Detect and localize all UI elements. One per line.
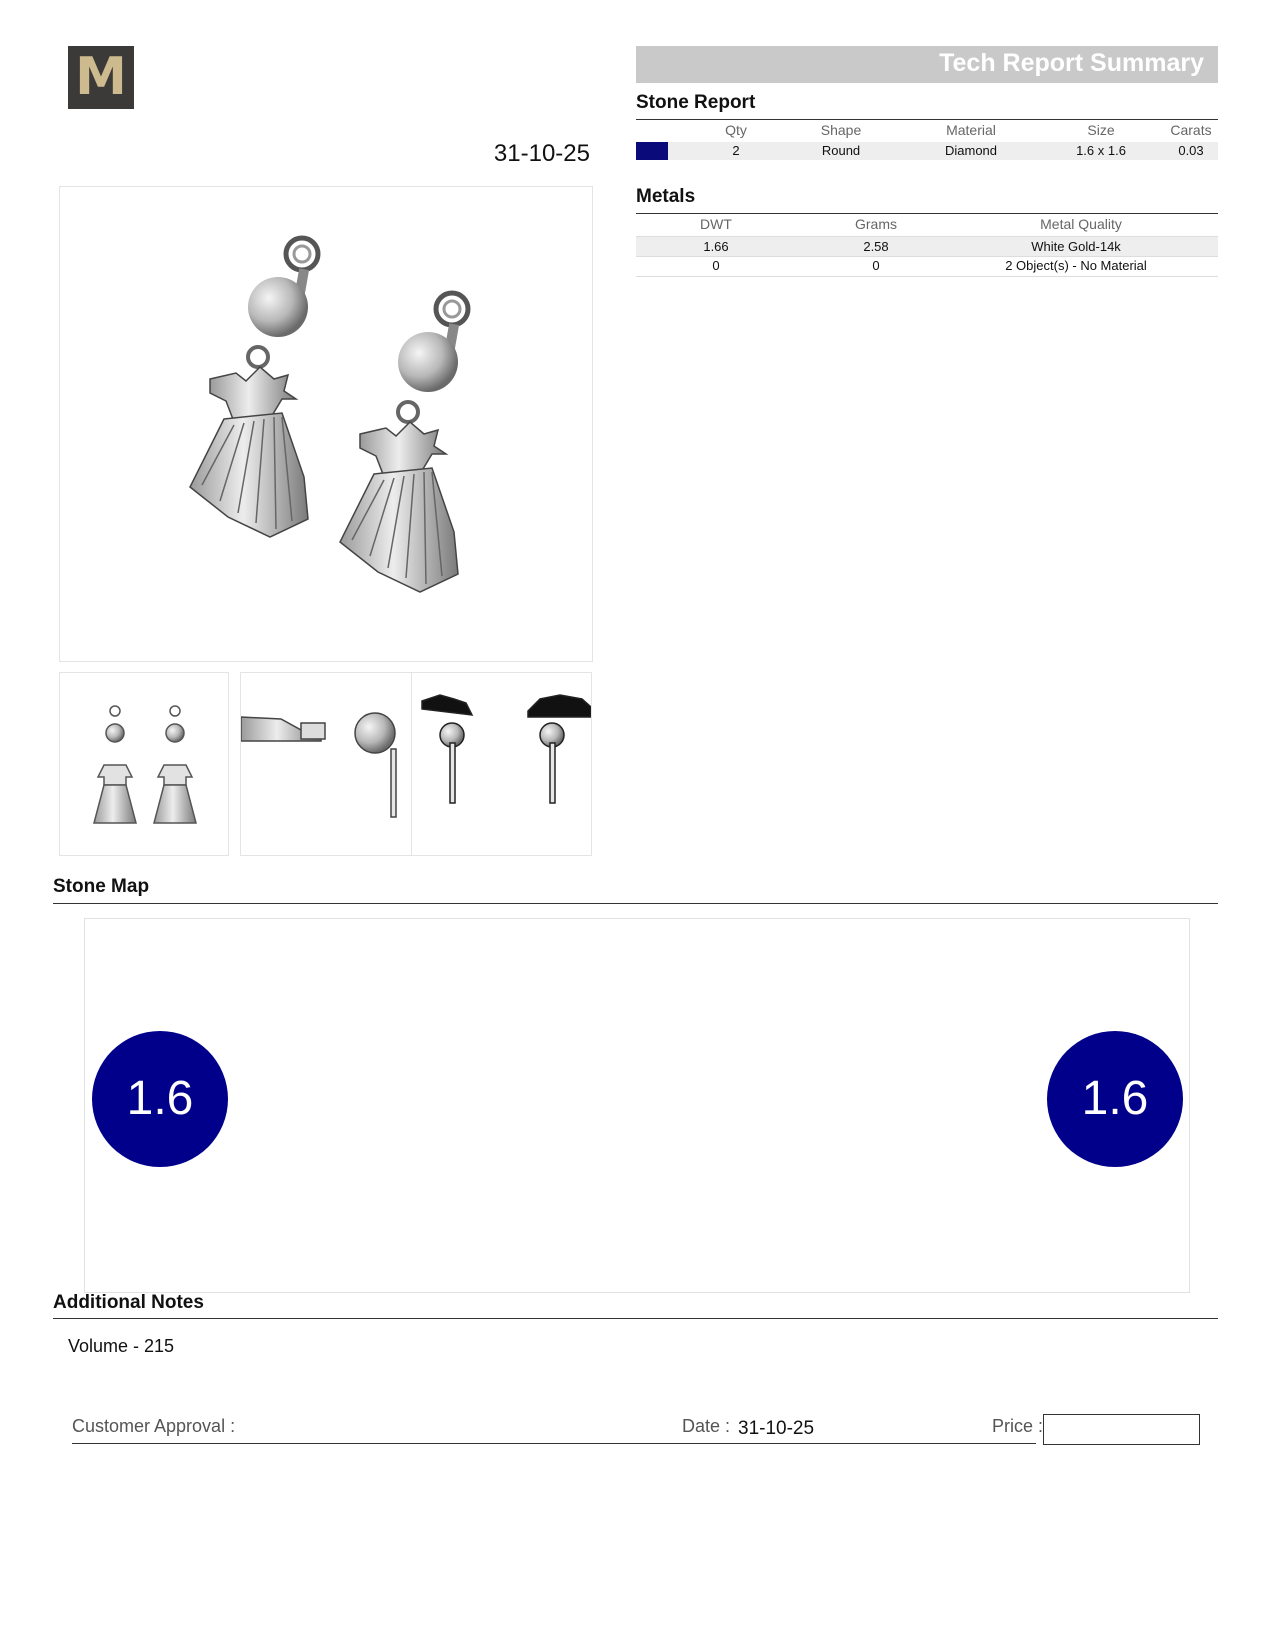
stone-marker: 1.6 xyxy=(92,1031,228,1167)
stone-carats: 0.03 xyxy=(1178,143,1204,158)
metal-grams: 2.58 xyxy=(863,239,889,254)
thumbnail-front-view[interactable] xyxy=(59,672,229,856)
col-grams: Grams xyxy=(855,216,897,232)
stone-report-heading: Stone Report xyxy=(636,92,756,113)
report-title: Tech Report Summary xyxy=(939,49,1204,77)
metals-header-row xyxy=(636,216,1218,236)
col-metal-quality: Metal Quality xyxy=(1040,216,1122,232)
table-row xyxy=(636,142,1218,160)
col-size: Size xyxy=(1087,122,1115,138)
thumbnail-top-view[interactable] xyxy=(410,672,592,856)
customer-approval-label: Customer Approval : xyxy=(72,1416,236,1436)
stone-map-heading: Stone Map xyxy=(53,876,150,897)
stone-map-box xyxy=(84,918,1190,1293)
col-dwt: DWT xyxy=(700,216,732,232)
col-shape: Shape xyxy=(820,122,862,138)
metal-grams: 0 xyxy=(872,258,880,273)
report-date: 31-10-25 xyxy=(493,140,590,167)
stone-qty: 2 xyxy=(732,143,740,158)
earrings-render xyxy=(60,187,592,661)
logo-letter: M xyxy=(75,47,127,107)
company-logo xyxy=(68,46,134,109)
stone-report-header-row xyxy=(636,122,1218,142)
front-view-render xyxy=(60,673,228,855)
stone-marker: 1.6 xyxy=(1047,1031,1183,1167)
stone-color-swatch xyxy=(636,142,668,160)
approval-date-value: 31-10-25 xyxy=(738,1418,815,1439)
metal-quality: White Gold-14k xyxy=(1031,239,1121,254)
metal-quality: 2 Object(s) - No Material xyxy=(1005,258,1147,273)
approval-date-label: Date : xyxy=(682,1416,731,1436)
col-material: Material xyxy=(946,122,996,138)
top-view-render xyxy=(410,673,591,855)
stone-report-rule xyxy=(636,119,1218,120)
stone-shape: Round xyxy=(821,143,861,158)
title-bar xyxy=(636,46,1218,83)
table-row xyxy=(636,256,1218,277)
notes-text: Volume - 215 xyxy=(68,1336,175,1356)
stone-size: 1.6 x 1.6 xyxy=(1076,143,1126,158)
price-label: Price : xyxy=(992,1416,1044,1436)
metal-dwt: 1.66 xyxy=(703,239,729,254)
stone-material: Diamond xyxy=(944,143,998,158)
metal-dwt: 0 xyxy=(712,258,720,273)
metals-heading: Metals xyxy=(636,186,696,207)
col-qty: Qty xyxy=(725,122,747,138)
price-input[interactable] xyxy=(1043,1414,1200,1445)
main-product-image xyxy=(59,186,593,662)
notes-rule xyxy=(53,1318,1218,1319)
side-view-render xyxy=(241,673,411,855)
approval-signature-line xyxy=(72,1443,1036,1444)
col-carats: Carats xyxy=(1170,122,1212,138)
additional-notes-heading: Additional Notes xyxy=(53,1292,204,1313)
table-row xyxy=(636,236,1218,256)
thumbnail-side-view[interactable] xyxy=(240,672,412,856)
metals-rule xyxy=(636,213,1218,214)
stone-map-rule xyxy=(53,903,1218,904)
